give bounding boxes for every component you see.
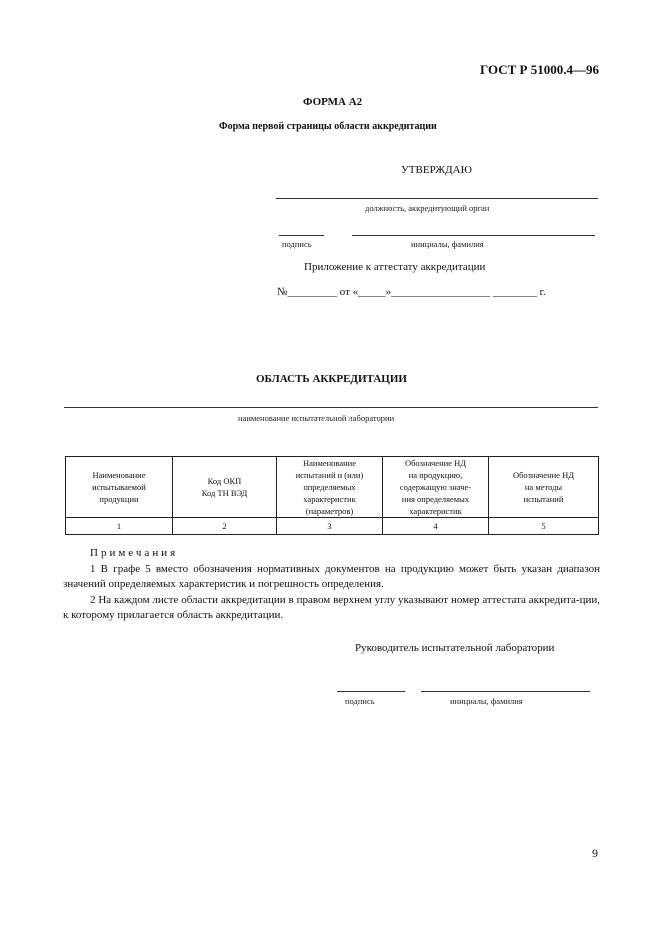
lab-caption: наименование испытательной лаборатории [238,413,395,423]
note-2: 2 На каждом листе области аккредитации в правом верхнем углу указывают номер аттестата аккредита-ции, к которому прилагается область аккредитации. [63,593,600,621]
footer-signature-line [337,691,405,692]
form-subtitle: Форма первой страницы области аккредитации [219,121,437,132]
column-header-product-nd: Обозначение НД на продукцию, содержащую значе- ния определяемых характеристик [383,457,489,518]
head-of-lab-label: Руководитель испытательной лаборатории [355,642,555,654]
page-number: 9 [592,846,598,860]
footer-initials-line [421,691,590,692]
column-number: 3 [277,518,383,535]
column-number: 5 [489,518,599,535]
footer-signature-caption: подпись [345,696,375,706]
approve-label: УТВЕРЖДАЮ [401,164,472,176]
lab-name-line [64,407,598,408]
note-1: 1 В графе 5 вместо обозначения нормативных документов на продукцию может быть указан диапазон значений определяемых характеристик и погрешность определения. [63,562,600,590]
notes-heading: Примечания [90,547,179,559]
initials-caption: инициалы, фамилия [411,239,484,249]
form-label: ФОРМА А2 [303,96,363,108]
standard-number: ГОСТ Р 51000.4—96 [480,62,599,77]
certificate-number-line: №_________ от «_____»__________________ ________ г. [277,286,546,298]
notes-block [63,546,600,624]
column-header-tests: Наименование испытаний и (или) определяемых характеристик (параметров) [277,457,383,518]
column-number: 2 [173,518,277,535]
accreditation-table [65,456,599,535]
table-header-row [66,457,599,518]
signature-line [279,235,324,236]
signature-caption: подпись [282,239,312,249]
column-header-codes: Код ОКП Код ТН ВЭД [173,457,277,518]
annex-label: Приложение к аттестату аккредитации [304,261,486,273]
initials-line [352,235,595,236]
position-caption: должность, аккредитующий орган [365,203,490,213]
column-header-method-nd: Обозначение НД на методы испытаний [489,457,599,518]
column-number: 4 [383,518,489,535]
column-number: 1 [66,518,173,535]
table-number-row [66,518,599,535]
scope-title: ОБЛАСТЬ АККРЕДИТАЦИИ [256,373,407,385]
footer-initials-caption: инициалы, фамилия [450,696,523,706]
position-line [276,198,598,199]
column-header-product: Наименование испытываемой продукции [66,457,173,518]
